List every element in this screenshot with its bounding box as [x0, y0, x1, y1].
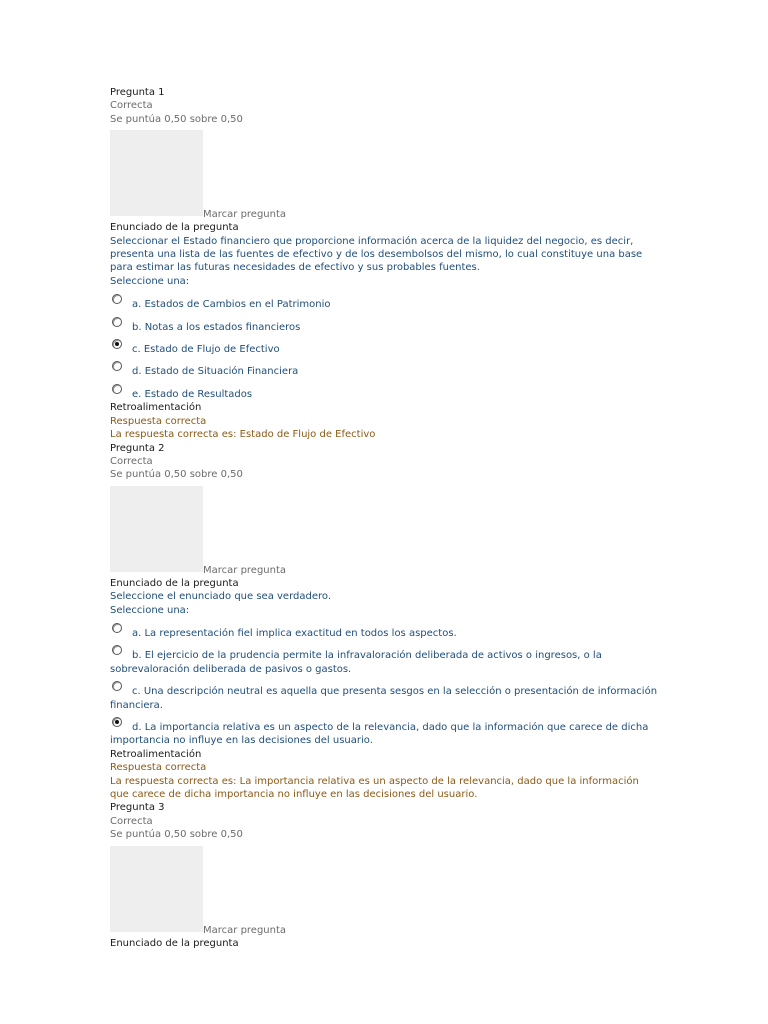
question-title: Pregunta 3	[110, 802, 165, 814]
radio-button[interactable]	[112, 681, 122, 691]
answer-option[interactable]	[110, 685, 660, 712]
answer-option[interactable]	[110, 365, 660, 378]
answer-option[interactable]	[110, 388, 660, 401]
statement-label: Enunciado de la pregunta	[110, 937, 239, 949]
question-3	[110, 801, 660, 950]
question-statement: Seleccione el enunciado que sea verdadero.	[110, 591, 331, 603]
select-prompt: Seleccione una:	[110, 275, 190, 287]
question-2	[110, 442, 660, 802]
radio-button[interactable]	[112, 645, 122, 655]
flag-image-placeholder	[110, 130, 203, 216]
statement-label: Enunciado de la pregunta	[110, 222, 239, 234]
flag-question-link[interactable]: Marcar pregunta	[203, 564, 287, 576]
feedback-label: Retroalimentación	[110, 402, 202, 414]
question-1	[110, 86, 660, 442]
flag-area	[110, 126, 660, 222]
question-status: Correcta	[110, 455, 153, 467]
option-label: e. Estado de Resultados	[132, 388, 253, 400]
question-statement: Seleccionar el Estado financiero que proporcione información acerca de la liquidez del negocio, es decir, presenta una lista de las fuentes de efectivo y de los desembolsos del mismo, lo cual constituye una base para estimar las futuras necesidades de efectivo y sus probables fuentes.	[110, 235, 643, 274]
option-label: c. Una descripción neutral es aquella que presenta sesgos en la selección o presentación de información financiera.	[110, 686, 658, 711]
answer-option[interactable]	[110, 321, 660, 334]
question-status: Correcta	[110, 100, 153, 112]
option-label: a. La representación fiel implica exactitud en todos los aspectos.	[132, 627, 457, 639]
answer-option[interactable]	[110, 721, 660, 748]
option-label: c. Estado de Flujo de Efectivo	[132, 344, 280, 356]
answer-option[interactable]	[110, 649, 660, 676]
feedback-result: Respuesta correcta	[110, 415, 207, 427]
option-label: a. Estados de Cambios en el Patrimonio	[132, 299, 331, 311]
option-label: b. El ejercicio de la prudencia permite la infravaloración deliberada de activos o ingresos, o la sobrevaloración deliberada de pasivos o gastos.	[110, 650, 602, 675]
answer-option[interactable]	[110, 343, 660, 356]
radio-button[interactable]	[112, 317, 122, 327]
feedback-result: Respuesta correcta	[110, 762, 207, 774]
question-score: Se puntúa 0,50 sobre 0,50	[110, 829, 243, 841]
feedback-label: Retroalimentación	[110, 748, 202, 760]
radio-button[interactable]	[112, 361, 122, 371]
select-prompt: Seleccione una:	[110, 604, 190, 616]
flag-area	[110, 842, 660, 938]
flag-image-placeholder	[110, 486, 203, 572]
option-label: d. Estado de Situación Financiera	[132, 366, 299, 378]
statement-label: Enunciado de la pregunta	[110, 577, 239, 589]
feedback-answer: La respuesta correcta es: Estado de Flujo de Efectivo	[110, 429, 376, 441]
question-title: Pregunta 1	[110, 87, 165, 98]
flag-question-link[interactable]: Marcar pregunta	[203, 209, 287, 221]
feedback-answer: La respuesta correcta es: La importancia relativa es un aspecto de la relevancia, dado que la información que carece de dicha importancia no influye en las decisiones del usuario.	[110, 775, 639, 800]
flag-area	[110, 482, 660, 578]
flag-image-placeholder	[110, 846, 203, 932]
option-label: d. La importancia relativa es un aspecto de la relevancia, dado que la información que carece de dicha importancia no influye en las decisiones del usuario.	[110, 721, 649, 747]
quiz-review	[110, 86, 660, 950]
radio-button[interactable]	[112, 294, 122, 304]
radio-button-selected[interactable]	[112, 717, 122, 727]
radio-button[interactable]	[112, 623, 122, 633]
question-status: Correcta	[110, 815, 153, 827]
answer-option[interactable]	[110, 627, 660, 640]
question-score: Se puntúa 0,50 sobre 0,50	[110, 113, 243, 125]
question-score: Se puntúa 0,50 sobre 0,50	[110, 469, 243, 481]
question-title: Pregunta 2	[110, 442, 165, 454]
radio-button[interactable]	[112, 384, 122, 394]
flag-question-link[interactable]: Marcar pregunta	[203, 924, 287, 936]
answer-option[interactable]	[110, 298, 660, 311]
option-label: b. Notas a los estados financieros	[132, 321, 301, 333]
radio-button-selected[interactable]	[112, 339, 122, 349]
